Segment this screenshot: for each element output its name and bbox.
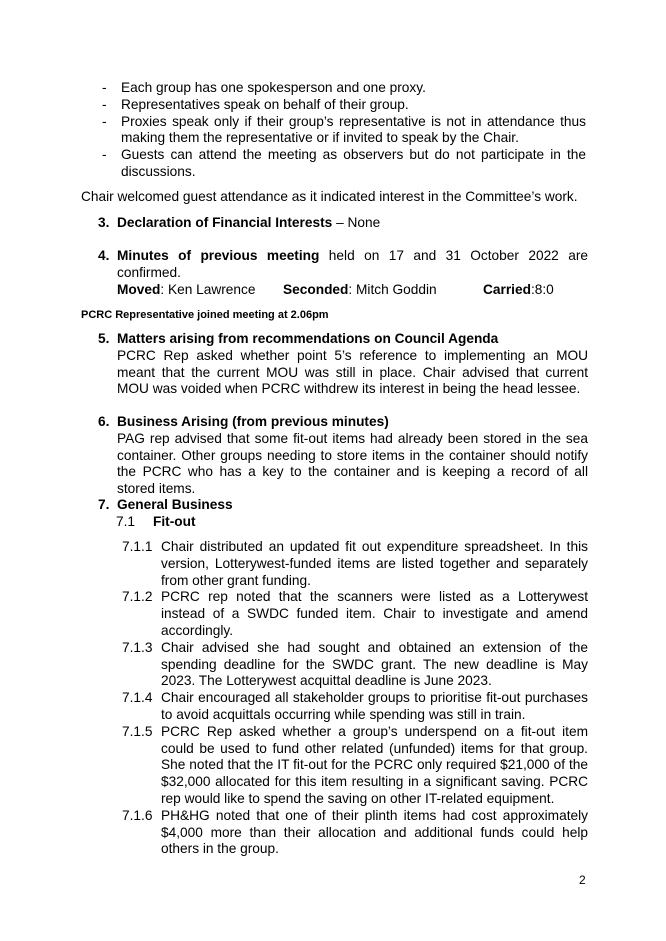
subsection-fit-out-heading: 7.1 Fit-out <box>116 514 196 529</box>
bullet-item: - Proxies speak only if their group’s representative is not in attendance thus making them the representative or if invited to speak by the Chair. <box>102 113 586 146</box>
motion-line: Moved: Ken Lawrence Seconded: Mitch Goddin Carried:8:0 <box>117 281 554 297</box>
subitem: 7.1.1 Chair distributed an updated fit out expenditure spreadsheet. In this version, Lotterywest-funded items are listed together and separately from other grant funding. <box>122 539 588 588</box>
item-7-title: General Business <box>117 497 233 512</box>
bullet-item: - Each group has one spokesperson and one proxy. <box>102 80 426 95</box>
subitem: 7.1.4 Chair encouraged all stakeholder groups to prioritise fit-out purchases to avoid acquittals occurring while spending was still in train. <box>122 690 588 722</box>
subitem: 7.1.6 PH&HG noted that one of their plinth items had cost approximately $4,000 more than their allocation and additional funds could help others in the group. <box>122 807 588 857</box>
item-4-title: Minutes of previous meeting <box>117 248 320 263</box>
bullet-item: - Representatives speak on behalf of their group. <box>102 96 409 112</box>
item-4-minutes: 4. Minutes of previous meeting held on 17 and 31 October 2022 are confirmed. Moved: Ken Lawrence Seconded: Mitch Goddin Carried:8:0 <box>98 248 588 297</box>
item-6-business-arising: 6. Business Arising (from previous minutes) PAG rep advised that some fit-out items had already been stored in the sea container. Other groups needing to store items in the container should notify the PCRC who has a key to the container and is keeping a record of all stored items. <box>98 414 588 497</box>
subitem: 7.1.2 PCRC rep noted that the scanners were listed as a Lotterywest instead of a SWDC funded item. Chair to investigate and amend accordingly. <box>122 589 588 638</box>
item-7-general-business: 7. General Business <box>98 497 233 512</box>
item-6-body: PAG rep advised that some fit-out items had already been stored in the sea container. Other groups needing to store items in the container should notify the PCRC who has a key to the container and is keeping a record of all stored items. <box>117 430 588 497</box>
bullet-item: - Guests can attend the meeting as observers but do not participate in the discussions. <box>102 147 586 179</box>
subitem: 7.1.5 PCRC Rep asked whether a group’s underspend on a fit-out item could be used to fund other related (unfunded) items for that group. She noted that the IT fit-out for the PCRC only required $21,000 of the $32,000 allocated for this item resulting in a significant saving. PCRC rep would like to spend the saving on other IT-related equipment. <box>122 723 588 806</box>
item-3-declaration: 3. Declaration of Financial Interests – None <box>98 215 381 230</box>
fit-out-subitems <box>122 539 588 858</box>
item-5-matters-arising: 5. Matters arising from recommendations on Council Agenda PCRC Rep asked whether point 5’s reference to implementing an MOU meant that the current MOU was still in place. Chair advised that current MOU was voided when PCRC withdrew its interest in being the head lessee. <box>98 331 588 397</box>
pcrc-joined-note: PCRC Representative joined meeting at 2.06pm <box>81 309 329 321</box>
rules-bullet-list <box>102 80 586 181</box>
chair-welcome-paragraph: Chair welcomed guest attendance as it indicated interest in the Committee’s work. <box>81 189 578 204</box>
page-number: 2 <box>579 873 586 887</box>
item-6-title: Business Arising (from previous minutes) <box>117 414 389 429</box>
subitem: 7.1.3 Chair advised she had sought and obtained an extension of the spending deadline for the SWDC grant. The new deadline is May 2023. The Lotterywest acquittal deadline is June 2023. <box>122 639 588 689</box>
item-5-title: Matters arising from recommendations on Council Agenda <box>117 331 499 346</box>
item-3-title: Declaration of Financial Interests <box>117 215 333 230</box>
item-5-body: PCRC Rep asked whether point 5’s reference to implementing an MOU meant that the current MOU was still in place. Chair advised that current MOU was voided when PCRC withdrew its interest in being the head lessee. <box>117 347 588 397</box>
